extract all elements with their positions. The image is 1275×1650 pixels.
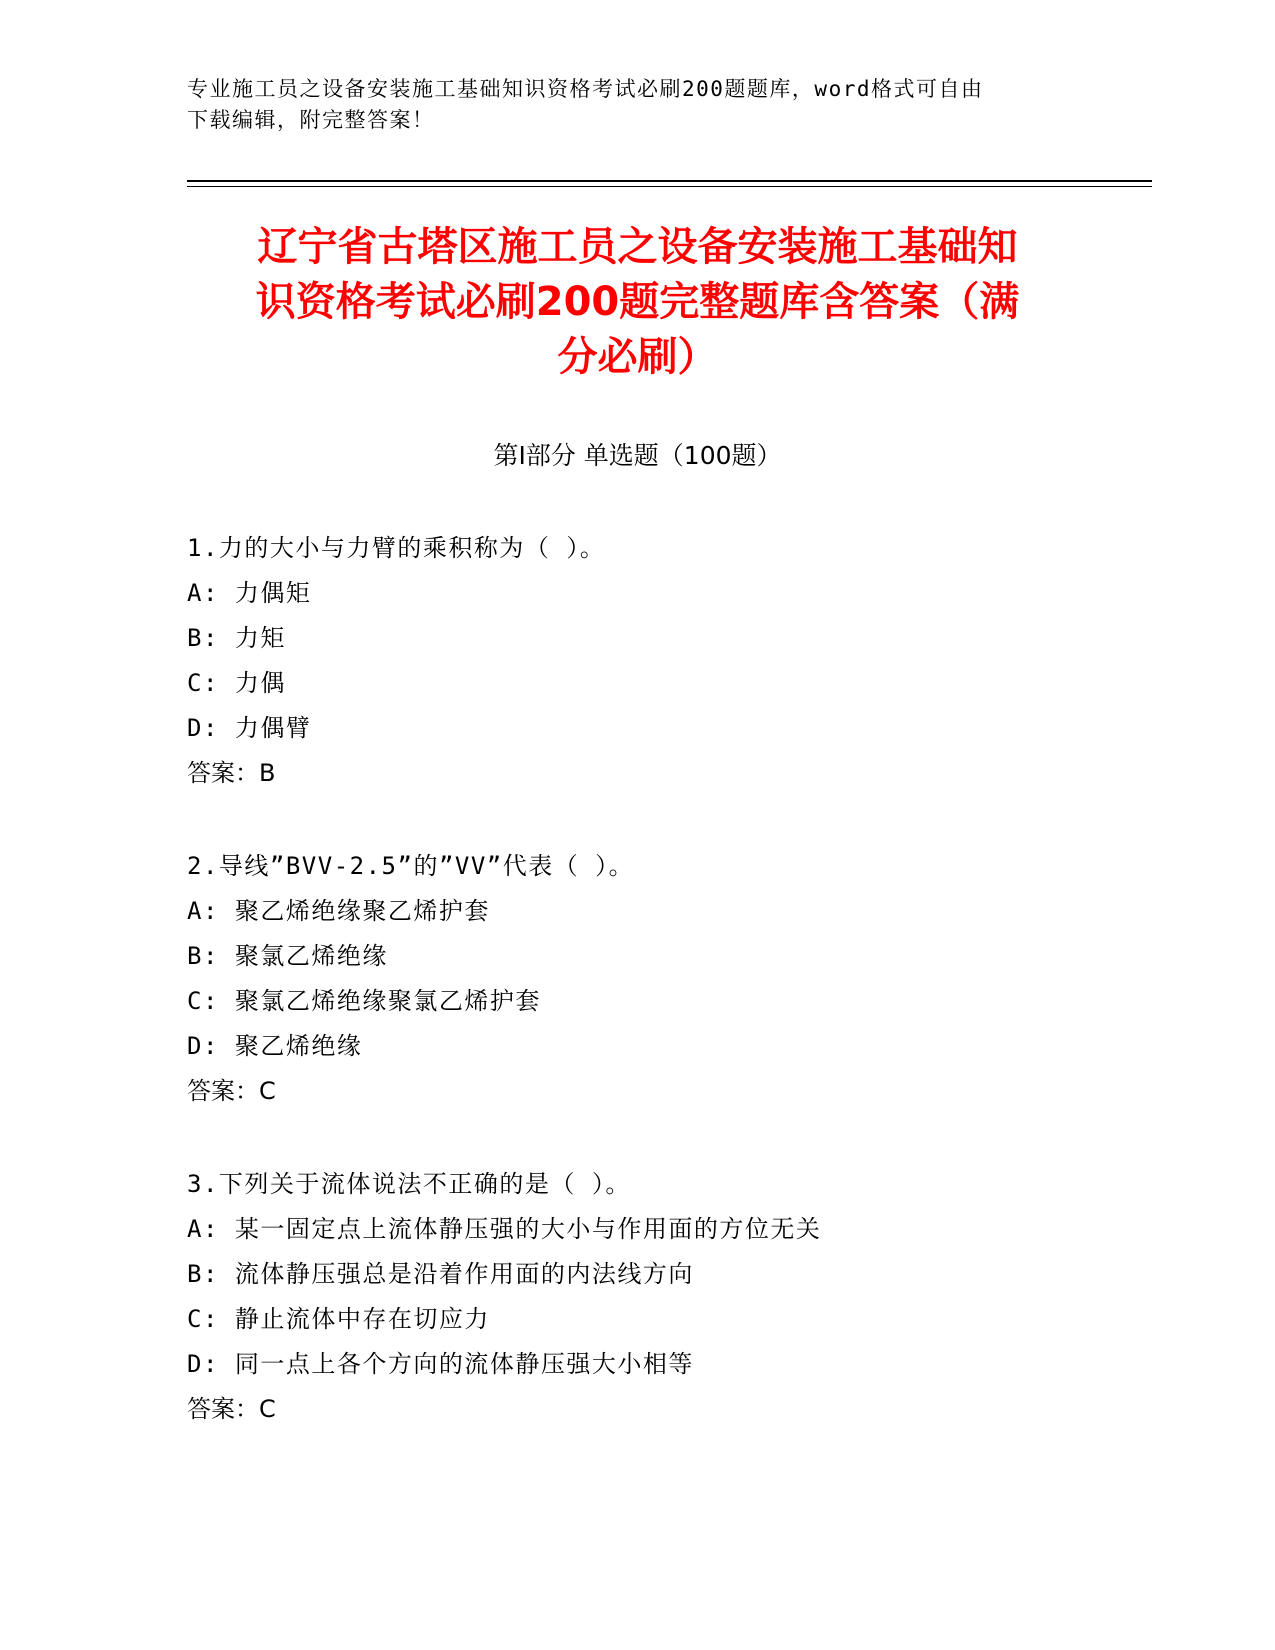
document-title [170,220,1105,385]
document-title-line-2: 识资格考试必刷200题完整题库含答案（满 [255,279,1020,325]
option-d: D: 同一点上各个方向的流体静压强大小相等 [187,1350,694,1378]
header-note [187,74,1067,136]
section-heading: 第Ⅰ部分 单选题（100题） [493,441,782,470]
option-b: B: 聚氯乙烯绝缘 [187,942,388,970]
option-a: A: 某一固定点上流体静压强的大小与作用面的方位无关 [187,1215,822,1243]
header-note-line-1: 专业施工员之设备安装施工基础知识资格考试必刷200题题库，word格式可自由 [187,77,984,101]
option-b: B: 力矩 [187,624,286,652]
question-list [187,526,1187,1480]
header-note-line-2: 下载编辑，附完整答案！ [187,108,435,132]
option-b: B: 流体静压强总是沿着作用面的内法线方向 [187,1260,694,1288]
option-c: C: 聚氯乙烯绝缘聚氯乙烯护套 [187,987,541,1015]
question-3 [187,1162,1187,1480]
header-divider-thin [187,186,1152,187]
question-text: 1.力的大小与力臂的乘积称为（ ）。 [187,534,606,562]
answer-line: 答案：C [187,1077,276,1105]
option-a: A: 力偶矩 [187,579,312,607]
document-title-line-3: 分必刷） [557,334,718,380]
option-c: C: 静止流体中存在切应力 [187,1305,490,1333]
question-2 [187,844,1187,1162]
header-divider-thick [187,180,1152,182]
question-text: 3.下列关于流体说法不正确的是（ ）。 [187,1170,631,1198]
answer-line: 答案：B [187,759,276,787]
option-d: D: 聚乙烯绝缘 [187,1032,363,1060]
document-title-line-1: 辽宁省古塔区施工员之设备安装施工基础知 [257,224,1018,270]
question-1 [187,526,1187,844]
option-a: A: 聚乙烯绝缘聚乙烯护套 [187,897,490,925]
answer-line: 答案：C [187,1395,276,1423]
option-d: D: 力偶臂 [187,714,312,742]
option-c: C: 力偶 [187,669,286,697]
question-text: 2.导线”BVV-2.5”的”VV”代表（ ）。 [187,852,635,880]
